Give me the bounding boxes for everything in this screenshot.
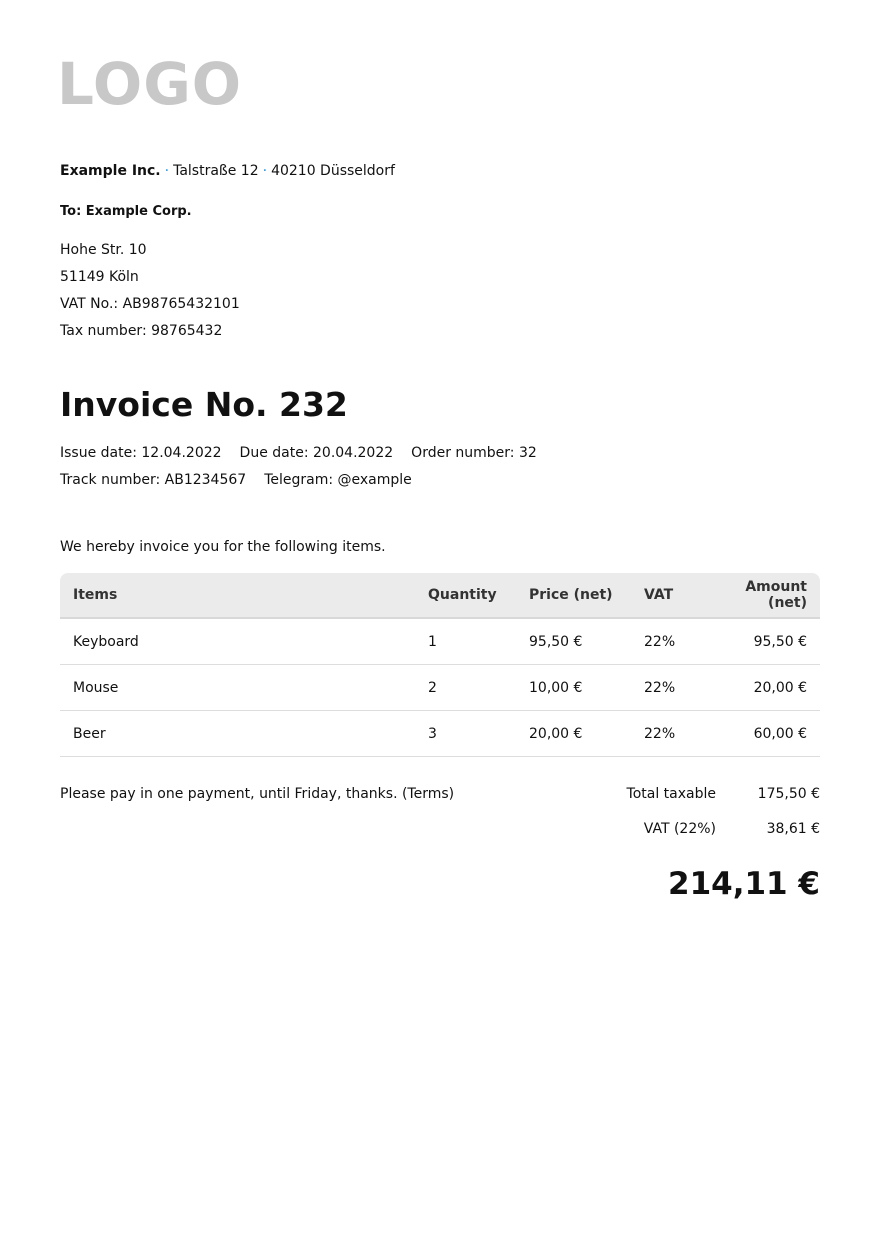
header-items: Items [60,573,415,618]
cell-quantity: 2 [415,665,516,711]
cell-item: Beer [60,711,415,757]
payment-terms: Please pay in one payment, until Friday, thanks. (Terms) [60,786,455,802]
recipient-name: To: Example Corp. [60,204,192,219]
invoice-meta-line-2 [60,471,430,489]
recipient-address [60,237,240,345]
recipient-tax-number: Tax number: 98765432 [60,323,223,339]
cell-vat: 22% [631,711,705,757]
header-quantity: Quantity [415,573,516,618]
cell-amount: 60,00 € [705,711,820,757]
sender-street: Talstraße 12 [173,163,259,179]
telegram-handle: Telegram: @example [264,472,412,488]
grand-total: 214,11 € [668,866,820,902]
track-number: Track number: AB1234567 [60,472,247,488]
table-header-row [60,573,820,618]
recipient-street: Hohe Str. 10 [60,242,147,258]
recipient-vat-no: VAT No.: AB98765432101 [60,296,240,312]
total-taxable-value: 175,50 € [757,786,820,802]
total-taxable-row [580,785,820,803]
recipient-city: 51149 Köln [60,269,139,285]
cell-item: Keyboard [60,618,415,665]
separator-dot: · [164,163,170,179]
header-vat: VAT [631,573,705,618]
vat-total-label: VAT (22%) [643,821,716,837]
due-date: Due date: 20.04.2022 [239,445,394,461]
cell-price: 10,00 € [516,665,631,711]
cell-quantity: 1 [415,618,516,665]
vat-total-row [580,820,820,838]
items-table [60,573,820,757]
cell-vat: 22% [631,618,705,665]
cell-price: 95,50 € [516,618,631,665]
cell-amount: 95,50 € [705,618,820,665]
cell-amount: 20,00 € [705,665,820,711]
sender-address [60,162,395,180]
header-price: Price (net) [516,573,631,618]
table-row [60,665,820,711]
table-row [60,711,820,757]
invoice-meta-line-1 [60,444,555,462]
header-amount: Amount (net) [705,573,820,618]
vat-total-value: 38,61 € [766,821,820,837]
sender-city: 40210 Düsseldorf [271,163,395,179]
cell-vat: 22% [631,665,705,711]
total-taxable-label: Total taxable [626,786,716,802]
order-number: Order number: 32 [411,445,537,461]
separator-dot: · [262,163,268,179]
company-logo: LOGO [57,50,243,118]
issue-date: Issue date: 12.04.2022 [60,445,222,461]
invoice-title: Invoice No. 232 [60,385,348,424]
cell-item: Mouse [60,665,415,711]
table-row [60,618,820,665]
cell-quantity: 3 [415,711,516,757]
invoice-intro: We hereby invoice you for the following items. [60,539,386,555]
sender-company: Example Inc. [60,163,161,179]
cell-price: 20,00 € [516,711,631,757]
